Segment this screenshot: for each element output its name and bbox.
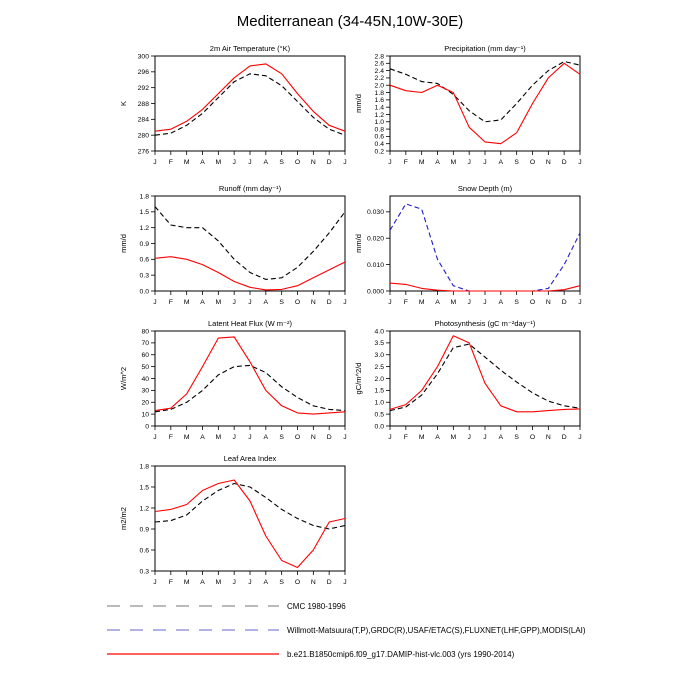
x-tick-label: J [578, 299, 582, 306]
series-obs-dashed [155, 365, 345, 411]
x-tick-label: S [279, 434, 284, 441]
x-tick-label: J [153, 159, 157, 166]
legend [105, 600, 586, 672]
x-tick-label: M [418, 159, 425, 166]
x-tick-label: M [450, 299, 457, 306]
x-tick-label: O [529, 434, 536, 441]
x-tick-label: D [561, 434, 567, 441]
x-tick-label: M [215, 579, 222, 586]
series-model [155, 337, 345, 414]
y-tick-label: 0.6 [374, 133, 384, 141]
chart-title: Runoff (mm day⁻¹) [218, 184, 282, 193]
legend-label-cmc: CMC 1980-1996 [287, 601, 346, 611]
series-obs-dashed [155, 207, 345, 280]
x-tick-label: O [294, 434, 301, 441]
series-model [390, 336, 580, 412]
y-tick-label: 3.0 [374, 352, 384, 360]
x-tick-label: A [435, 434, 440, 441]
x-tick-label: F [168, 299, 173, 306]
x-tick-label: A [263, 159, 269, 166]
plot-frame [155, 466, 345, 571]
x-tick-label: M [418, 434, 425, 441]
y-tick-label: 0.4 [374, 140, 384, 148]
chart-canvas [110, 317, 350, 451]
chart-canvas [110, 452, 350, 596]
x-tick-label: J [248, 299, 252, 306]
series-obs-dashed [155, 74, 345, 135]
chart-canvas [110, 182, 350, 316]
x-tick-label: N [310, 159, 316, 166]
x-tick-label: A [498, 434, 504, 441]
y-tick-label: 296 [137, 69, 149, 77]
x-tick-label: J [232, 299, 236, 306]
plot-frame [390, 56, 580, 151]
y-tick-label: 10 [141, 411, 149, 419]
x-tick-label: J [483, 299, 487, 306]
x-tick-label: S [279, 159, 284, 166]
y-tick-label: 292 [137, 84, 149, 92]
x-tick-label: D [326, 434, 332, 441]
x-tick-label: N [545, 159, 551, 166]
chart-title: 2m Air Temperature (°K) [209, 44, 291, 53]
y-tick-label: 280 [137, 132, 149, 140]
x-tick-label: O [529, 299, 536, 306]
chart-canvas [110, 42, 350, 176]
y-axis-label: mm/d [354, 234, 363, 253]
y-tick-label: 1.5 [139, 209, 149, 217]
y-tick-label: 1.8 [374, 89, 384, 97]
x-tick-label: J [578, 434, 582, 441]
x-tick-label: J [248, 159, 252, 166]
y-tick-label: 300 [137, 53, 149, 61]
x-tick-label: A [200, 434, 205, 441]
y-tick-label: 0.0 [374, 423, 384, 431]
y-tick-label: 0.030 [366, 209, 384, 217]
y-tick-label: 0.0 [139, 288, 149, 296]
x-tick-label: A [435, 299, 440, 306]
chart-title: Snow Depth (m) [457, 184, 513, 193]
y-tick-label: 2.8 [374, 53, 384, 61]
x-tick-label: J [483, 159, 487, 166]
y-tick-label: 60 [141, 352, 149, 360]
x-tick-label: J [153, 434, 157, 441]
y-tick-label: 2.4 [374, 67, 384, 75]
figure-title: Mediterranean (34-45N,10W-30E) [236, 13, 464, 30]
x-tick-label: J [153, 579, 157, 586]
chart-title: Latent Heat Flux (W m⁻²) [208, 319, 292, 328]
plot-frame [390, 331, 580, 426]
legend-item-obs-products [105, 624, 586, 636]
y-tick-label: 0.2 [374, 148, 384, 156]
x-tick-label: J [388, 299, 392, 306]
chart-canvas [345, 317, 585, 451]
x-tick-label: F [403, 299, 408, 306]
y-axis-label: m2/m2 [119, 507, 128, 530]
chart-title: Leaf Area Index [223, 454, 277, 463]
x-tick-label: J [578, 159, 582, 166]
x-tick-label: J [248, 579, 252, 586]
dashed-line-icon [105, 624, 281, 636]
x-tick-label: D [561, 299, 567, 306]
x-tick-label: A [263, 579, 269, 586]
y-tick-label: 2.5 [374, 363, 384, 371]
x-tick-label: N [310, 434, 316, 441]
x-tick-label: J [388, 159, 392, 166]
legend-label-model: b.e21.B1850cmip6.f09_g17.DAMIP-hist-vlc.003 (yrs 1990-2014) [287, 649, 515, 659]
chart-snow-depth [345, 182, 585, 321]
chart-2m-air-temperature [110, 42, 350, 181]
y-axis-label: gC/m^2/d [354, 362, 363, 395]
x-tick-label: N [545, 299, 551, 306]
y-tick-label: 30 [141, 387, 149, 395]
x-tick-label: N [310, 299, 316, 306]
y-tick-label: 1.6 [374, 97, 384, 105]
y-tick-label: 0.6 [139, 547, 149, 555]
chart-leaf-area-index [110, 452, 350, 601]
x-tick-label: M [215, 434, 222, 441]
x-tick-label: J [153, 299, 157, 306]
x-tick-label: A [200, 159, 205, 166]
y-tick-label: 0.3 [139, 272, 149, 280]
chart-canvas [345, 182, 585, 316]
x-tick-label: J [343, 159, 347, 166]
chart-title: Photosynthesis (gC m⁻²day⁻¹) [434, 319, 536, 328]
y-tick-label: 1.2 [139, 224, 149, 232]
y-tick-label: 284 [137, 116, 149, 124]
y-axis-label: mm/d [354, 94, 363, 113]
x-tick-label: J [467, 159, 471, 166]
x-tick-label: A [498, 159, 504, 166]
series-obs-dashed [155, 484, 345, 530]
y-tick-label: 2.0 [374, 82, 384, 90]
x-tick-label: S [514, 434, 519, 441]
y-tick-label: 20 [141, 399, 149, 407]
x-tick-label: D [326, 159, 332, 166]
plot-frame [155, 331, 345, 426]
series-obs-dashed [390, 344, 580, 411]
x-tick-label: F [168, 434, 173, 441]
y-tick-label: 0 [145, 423, 149, 431]
x-tick-label: M [215, 159, 222, 166]
y-tick-label: 2.0 [374, 375, 384, 383]
x-tick-label: M [183, 299, 190, 306]
x-tick-label: O [294, 159, 301, 166]
plot-frame [390, 196, 580, 291]
x-tick-label: M [450, 434, 457, 441]
x-tick-label: J [467, 299, 471, 306]
solid-line-icon [105, 648, 281, 660]
y-tick-label: 0.5 [374, 411, 384, 419]
y-tick-label: 1.5 [139, 484, 149, 492]
x-tick-label: M [450, 159, 457, 166]
y-tick-label: 0.9 [139, 240, 149, 248]
x-tick-label: J [343, 579, 347, 586]
y-tick-label: 4.0 [374, 328, 384, 336]
series-model [155, 480, 345, 568]
x-tick-label: S [279, 299, 284, 306]
y-tick-label: 276 [137, 148, 149, 156]
x-tick-label: D [326, 579, 332, 586]
y-tick-label: 3.5 [374, 340, 384, 348]
x-tick-label: S [514, 159, 519, 166]
x-tick-label: S [514, 299, 519, 306]
y-tick-label: 1.2 [139, 505, 149, 513]
series-obs-dashed [390, 204, 580, 291]
x-tick-label: F [168, 579, 173, 586]
x-tick-label: J [343, 434, 347, 441]
chart-title: Precipitation (mm day⁻¹) [444, 44, 526, 53]
x-tick-label: D [326, 299, 332, 306]
x-tick-label: O [294, 579, 301, 586]
x-tick-label: N [545, 434, 551, 441]
x-tick-label: A [200, 299, 205, 306]
x-tick-label: O [529, 159, 536, 166]
y-tick-label: 50 [141, 363, 149, 371]
x-tick-label: J [467, 434, 471, 441]
y-tick-label: 0.020 [366, 235, 384, 243]
y-tick-label: 0.6 [139, 256, 149, 264]
x-tick-label: J [232, 159, 236, 166]
chart-latent-heat-flux [110, 317, 350, 456]
x-tick-label: S [279, 579, 284, 586]
y-tick-label: 2.6 [374, 60, 384, 68]
dashed-line-icon [105, 600, 281, 612]
x-tick-label: J [343, 299, 347, 306]
x-tick-label: J [248, 434, 252, 441]
y-axis-label: W/m^2 [119, 366, 128, 391]
x-tick-label: O [294, 299, 301, 306]
chart-canvas [345, 42, 585, 176]
x-tick-label: A [200, 579, 205, 586]
x-tick-label: F [403, 434, 408, 441]
x-tick-label: J [232, 579, 236, 586]
x-tick-label: M [183, 159, 190, 166]
y-tick-label: 0.9 [139, 526, 149, 534]
x-tick-label: A [435, 159, 440, 166]
x-tick-label: F [403, 159, 408, 166]
x-tick-label: F [168, 159, 173, 166]
x-tick-label: M [183, 434, 190, 441]
y-tick-label: 0.000 [366, 288, 384, 296]
chart-runoff [110, 182, 350, 321]
y-tick-label: 1.8 [139, 463, 149, 471]
legend-label-obs-products: Willmott-Matsuura(T,P),GRDC(R),USAF/ETAC(S),FLUXNET(LHF,GPP),MODIS(LAI) [287, 625, 586, 635]
y-axis-label: mm/d [119, 234, 128, 253]
y-tick-label: 1.5 [374, 387, 384, 395]
x-tick-label: M [215, 299, 222, 306]
x-tick-label: J [388, 434, 392, 441]
legend-item-cmc [105, 600, 586, 612]
y-tick-label: 1.2 [374, 111, 384, 119]
y-tick-label: 0.3 [139, 568, 149, 576]
plot-frame [155, 56, 345, 151]
chart-precipitation [345, 42, 585, 181]
legend-item-model [105, 648, 586, 660]
series-model [155, 257, 345, 290]
x-tick-label: J [483, 434, 487, 441]
x-tick-label: N [310, 579, 316, 586]
y-tick-label: 1.8 [139, 193, 149, 201]
y-tick-label: 0.8 [374, 126, 384, 134]
y-tick-label: 40 [141, 375, 149, 383]
y-tick-label: 1.0 [374, 399, 384, 407]
x-tick-label: M [418, 299, 425, 306]
series-model [390, 63, 580, 143]
x-tick-label: A [263, 299, 269, 306]
y-tick-label: 1.4 [374, 104, 384, 112]
y-tick-label: 1.0 [374, 119, 384, 127]
chart-photosynthesis [345, 317, 585, 456]
y-tick-label: 2.2 [374, 75, 384, 83]
x-tick-label: D [561, 159, 567, 166]
x-tick-label: J [232, 434, 236, 441]
y-axis-label: K [119, 100, 128, 107]
y-tick-label: 70 [141, 340, 149, 348]
x-tick-label: A [263, 434, 269, 441]
y-tick-label: 0.010 [366, 261, 384, 269]
y-tick-label: 80 [141, 328, 149, 336]
x-tick-label: M [183, 579, 190, 586]
x-tick-label: A [498, 299, 504, 306]
y-tick-label: 288 [137, 100, 149, 108]
